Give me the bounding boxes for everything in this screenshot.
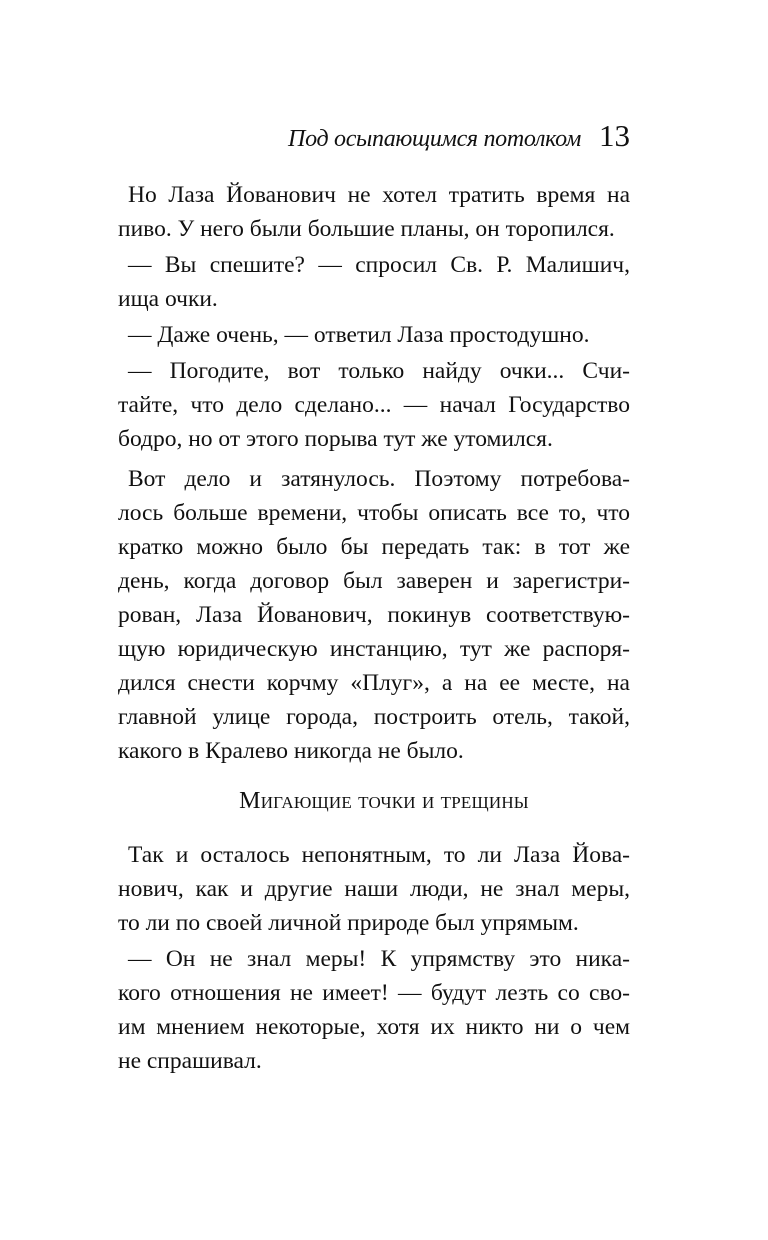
section-heading	[0, 788, 768, 815]
text-line: — Погодите, вот только найду очки... Счи-	[128, 358, 630, 384]
text-line: Вот дело и затянулось. Поэтому потребова-	[128, 466, 630, 492]
page-number: 13	[599, 118, 630, 153]
section-one-text	[118, 178, 630, 768]
text-line: — Вы спешите? — спросил Св. Р. Малишич,	[128, 252, 630, 278]
text-line: какого в Кралево никогда не было.	[118, 738, 464, 764]
text-line: кратко можно было бы передать так: в тот же	[118, 534, 630, 560]
text-line: Так и осталось непонятным, то ли Лаза Йова-	[128, 842, 630, 868]
text-line: — Он не знал меры! К упрямству это ника-	[128, 946, 630, 972]
section-heading-text: Мигающие точки и трещины	[239, 788, 529, 814]
text-line: кого отношения не имеет! — будут лезть со сво-	[118, 980, 630, 1006]
text-line: рован, Лаза Йованович, покинув соответствую-	[118, 602, 630, 628]
text-line: то ли по своей личной природе был упрямым.	[118, 910, 579, 936]
text-line: пиво. У него были большие планы, он торопился.	[118, 216, 615, 242]
text-line: не спрашивал.	[118, 1048, 262, 1074]
text-line: лось больше времени, чтобы описать все то, что	[118, 500, 630, 526]
text-line: день, когда договор был заверен и зарегистри-	[118, 568, 630, 594]
text-line: главной улице города, построить отель, такой,	[118, 704, 630, 730]
text-line: им мнением некоторые, хотя их никто ни о чем	[118, 1014, 630, 1040]
text-line: щую юридическую инстанцию, тут же распоря-	[118, 636, 630, 662]
text-line: бодро, но от этого порыва тут же утомился.	[118, 426, 553, 452]
running-title: Под осыпающимся потолком	[288, 126, 581, 152]
text-line: тайте, что дело сделано... — начал Государство	[118, 392, 630, 418]
text-line: нович, как и другие наши люди, не знал меры,	[118, 876, 630, 902]
text-line: ища очки.	[118, 286, 218, 312]
section-two-text	[118, 838, 630, 1078]
text-line: Но Лаза Йованович не хотел тратить время на	[128, 182, 630, 208]
text-line: — Даже очень, — ответил Лаза простодушно.	[128, 322, 590, 348]
text-line: дился снести корчму «Плуг», а на ее месте, на	[118, 670, 630, 696]
running-header	[288, 118, 630, 154]
